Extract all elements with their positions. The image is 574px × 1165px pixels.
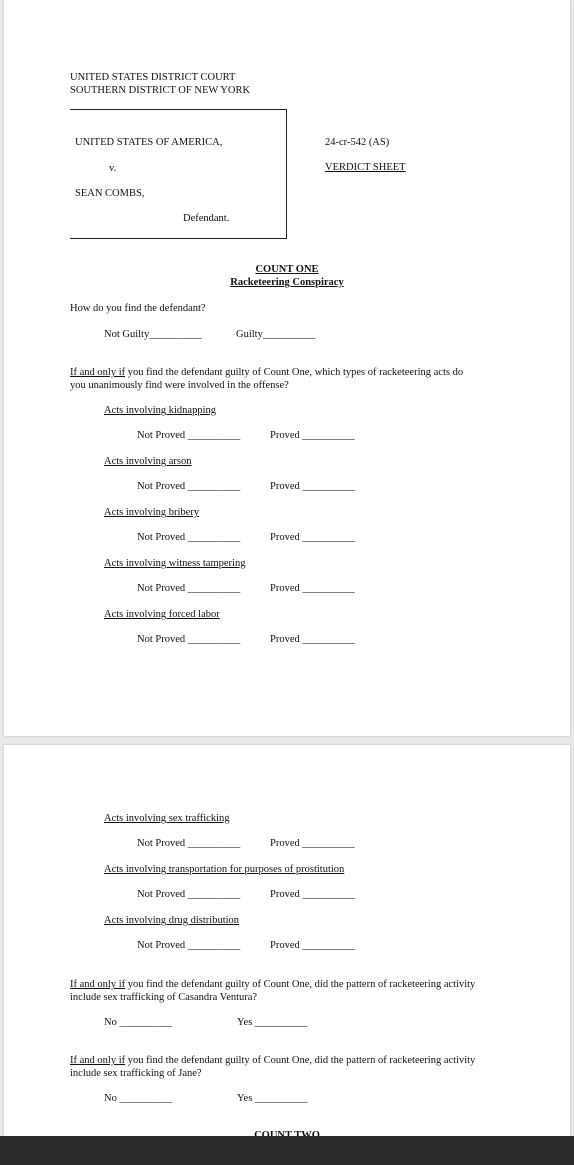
not-proved-option[interactable]: Not Proved __________ bbox=[137, 940, 241, 951]
verdict-question: How do you find the defendant? bbox=[70, 303, 206, 314]
not-guilty-option[interactable]: Not Guilty__________ bbox=[104, 329, 202, 340]
viewer-bottom-bar bbox=[0, 1136, 574, 1165]
not-proved-option[interactable]: Not Proved __________ bbox=[137, 532, 241, 543]
proved-option[interactable]: Proved __________ bbox=[270, 532, 355, 543]
court-name-line1: UNITED STATES DISTRICT COURT bbox=[70, 72, 236, 83]
act-label: Acts involving transportation for purposes of prostitution bbox=[104, 864, 345, 875]
proved-option[interactable]: Proved __________ bbox=[270, 583, 355, 594]
act-label: Acts involving forced labor bbox=[104, 609, 220, 620]
yes-option[interactable]: Yes __________ bbox=[237, 1093, 308, 1104]
case-caption-box bbox=[70, 109, 287, 239]
plaintiff-name: UNITED STATES OF AMERICA, bbox=[75, 137, 223, 148]
acts-question-text: you find the defendant guilty of Count One, which types of racketeering acts do bbox=[125, 367, 464, 378]
acts-question-condition: If and only if bbox=[70, 367, 126, 378]
proved-option[interactable]: Proved __________ bbox=[270, 889, 355, 900]
defendant-name: SEAN COMBS, bbox=[75, 188, 145, 199]
act-label: Acts involving sex trafficking bbox=[104, 813, 230, 824]
no-option[interactable]: No __________ bbox=[104, 1017, 172, 1028]
act-label: Acts involving arson bbox=[104, 456, 192, 467]
count-one-heading: COUNT ONE bbox=[255, 264, 319, 275]
not-proved-option[interactable]: Not Proved __________ bbox=[137, 430, 241, 441]
act-label: Acts involving drug distribution bbox=[104, 915, 240, 926]
jane-question-line2: include sex trafficking of Jane? bbox=[70, 1068, 202, 1079]
act-label: Acts involving witness tampering bbox=[104, 558, 246, 569]
ventura-question-text: you find the defendant guilty of Count One, did the pattern of racketeering activity bbox=[125, 979, 476, 990]
verdict-page-2 bbox=[4, 745, 570, 1165]
verdict-page-1 bbox=[4, 0, 570, 736]
not-proved-option[interactable]: Not Proved __________ bbox=[137, 889, 241, 900]
guilty-option[interactable]: Guilty__________ bbox=[236, 329, 316, 340]
jane-question-condition: If and only if bbox=[70, 1055, 126, 1066]
yes-option[interactable]: Yes __________ bbox=[237, 1017, 308, 1028]
defendant-label: Defendant. bbox=[183, 213, 230, 224]
versus-label: v. bbox=[109, 163, 117, 174]
court-name-line2: SOUTHERN DISTRICT OF NEW YORK bbox=[70, 85, 251, 96]
proved-option[interactable]: Proved __________ bbox=[270, 430, 355, 441]
document-title: VERDICT SHEET bbox=[325, 162, 406, 173]
ventura-question-line1 bbox=[70, 979, 475, 991]
ventura-question-condition: If and only if bbox=[70, 979, 126, 990]
jane-question-line1 bbox=[70, 1055, 475, 1067]
proved-option[interactable]: Proved __________ bbox=[270, 940, 355, 951]
not-proved-option[interactable]: Not Proved __________ bbox=[137, 583, 241, 594]
act-label: Acts involving bribery bbox=[104, 507, 200, 518]
ventura-question-line2: include sex trafficking of Casandra Ventura? bbox=[70, 992, 258, 1003]
count-one-subheading: Racketeering Conspiracy bbox=[230, 277, 344, 288]
not-proved-option[interactable]: Not Proved __________ bbox=[137, 481, 241, 492]
not-proved-option[interactable]: Not Proved __________ bbox=[137, 838, 241, 849]
jane-question-text: you find the defendant guilty of Count One, did the pattern of racketeering activity bbox=[125, 1055, 476, 1066]
acts-question-line2: you unanimously find were involved in the offense? bbox=[70, 380, 289, 391]
no-option[interactable]: No __________ bbox=[104, 1093, 172, 1104]
proved-option[interactable]: Proved __________ bbox=[270, 481, 355, 492]
act-label: Acts involving kidnapping bbox=[104, 405, 216, 416]
proved-option[interactable]: Proved __________ bbox=[270, 634, 355, 645]
acts-question-line1 bbox=[70, 367, 463, 379]
case-number: 24-cr-542 (AS) bbox=[325, 137, 390, 148]
not-proved-option[interactable]: Not Proved __________ bbox=[137, 634, 241, 645]
proved-option[interactable]: Proved __________ bbox=[270, 838, 355, 849]
